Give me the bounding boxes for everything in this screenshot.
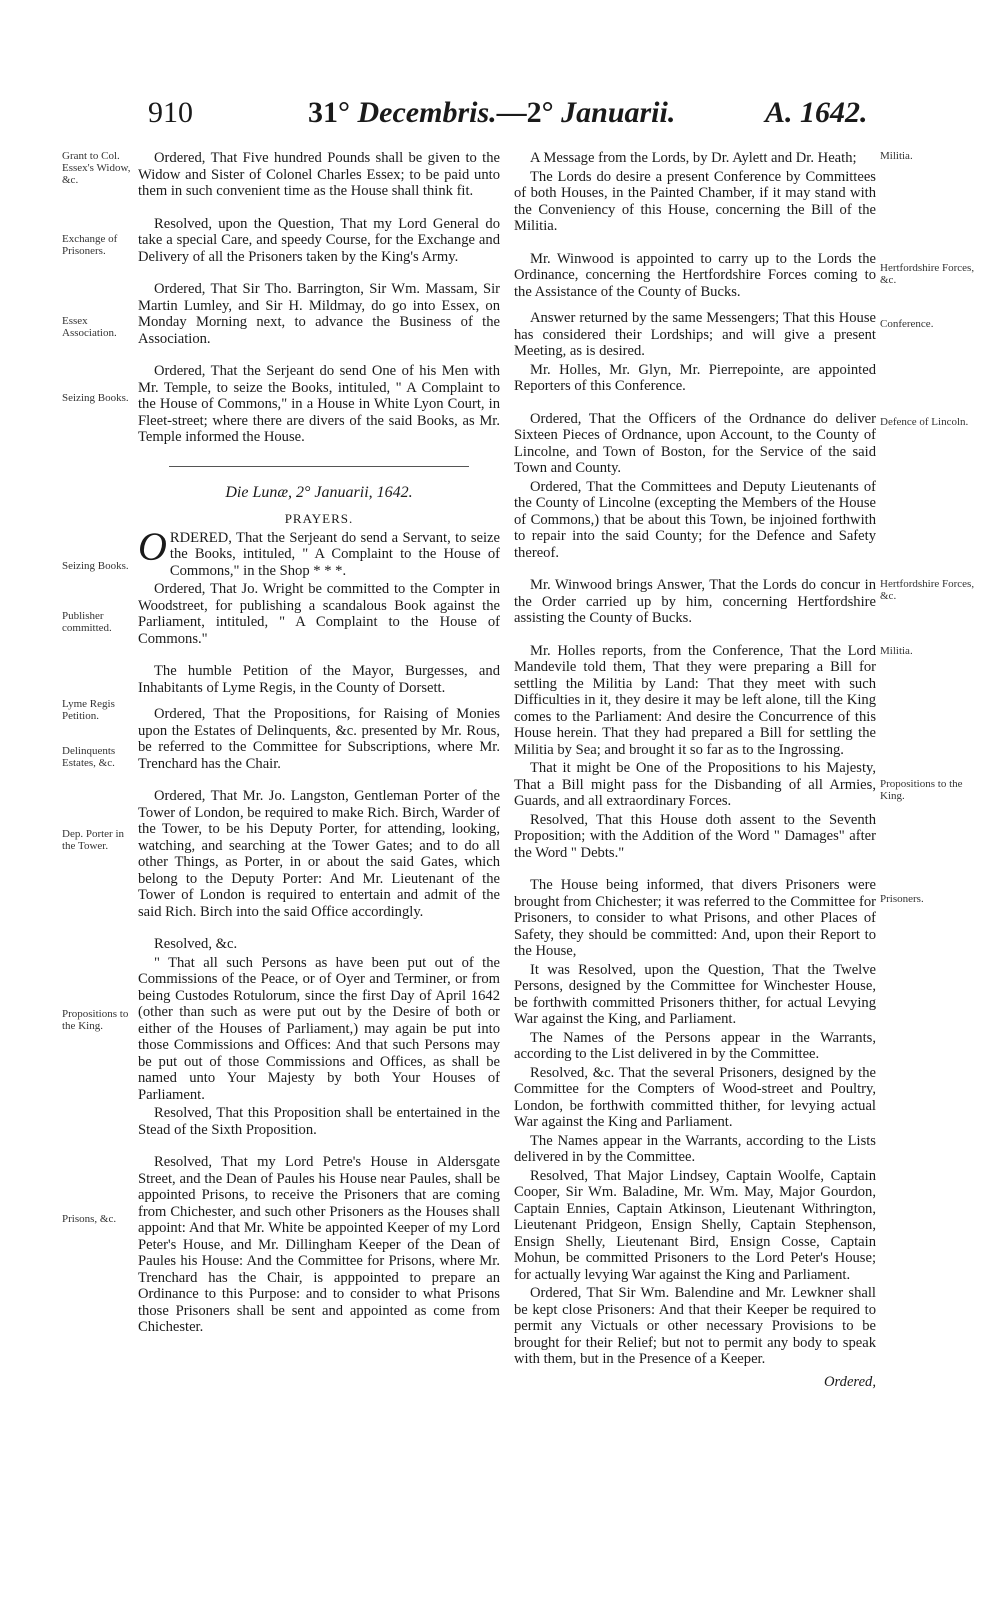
running-title-month-a: Decembris. — [357, 96, 497, 129]
entry-paragraph: The humble Petition of the Mayor, Burgesses, and Inhabitants of Lyme Regis, in the County of Dorsett. — [138, 663, 500, 696]
left-column — [138, 150, 500, 1338]
entry-paragraph: Resolved, &c. — [154, 936, 238, 952]
entry-paragraph: Mr. Winwood is appointed to carry up to the Lords the Ordinance, concerning the Hertfordshire Forces coming to the Assistance of the County of Bucks. — [514, 250, 876, 300]
page-header — [0, 96, 992, 136]
margin-note: Propositions to the King. — [62, 1008, 129, 1032]
entry-paragraph: Resolved, That this House doth assent to the Seventh Proposition; with the Addition of the Word " Damages" after the Word " Debts." — [514, 811, 876, 861]
entry-paragraph: Ordered, That the Serjeant do send One of his Men with Mr. Temple, to seize the Books, intituled, " A Complaint to the House of Commons," in a House in White Lyon Court, in Fleet-street; where there are divers of the said Books, as Mr. Temple informed the House. — [138, 363, 500, 445]
margin-note: Dep. Porter in the Tower. — [62, 828, 125, 852]
drop-cap: O — [138, 523, 167, 569]
entry-paragraph: Resolved, That this Proposition shall be entertained in the Stead of the Sixth Proposition. — [138, 1105, 500, 1138]
margin-note: Delinquents Estates, &c. — [62, 745, 116, 769]
running-title-date-b: —2° — [496, 96, 562, 129]
entry-paragraph: Resolved, That my Lord Petre's House in Aldersgate Street, and the Dean of Paules his House near Paules, shall be appointed Prisons, to receive the Prisoners that are coming from Chichester, and such other Prisoners as the Houses shall appoint: And that Mr. White be appointed Keeper of my Lord Peter's House, and Mr. Dillingham Keeper of the Dean of Paules his House: And the Committee for Prisons, where Mr. Trenchard has the Chair, is apppointed to prepare an Ordinance to this Purpose: and to consider to what Prisons those Prisoners shall be sent and appointed as come from Chichester. — [138, 1154, 500, 1335]
margin-note: Propositions to the King. — [880, 778, 963, 802]
entry-paragraph: Resolved, upon the Question, That my Lord General do take a special Care, and speedy Course, for the Exchange and Delivery of all the Prisoners taken by the King's Army. — [138, 215, 500, 265]
margin-note: Conference. — [880, 318, 934, 330]
running-title-month-b: Januarii. — [561, 96, 676, 129]
margin-note: Essex Association. — [62, 315, 117, 339]
entry-paragraph: Mr. Holles reports, from the Conference, That the Lord Mandevile told them, That they were preparing a Bill for settling the Militia by Land: That they meet with such Difficulties in it, they desire it may be left alone, till the King comes to the Parliament: And desire the Concurrence of this House herein. That they had prepared a Bill for settling the Militia by Sea; and brought it so far as to the Ingrossing. — [514, 642, 876, 758]
running-title-date-a: 31° — [308, 96, 358, 129]
entry-paragraph: Resolved, &c. That the several Prisoners, designed by the Committee for the Compters of Wood-street and Poultry, London, be forthwith committed thither, for levying actual War against the King and Parliament. — [514, 1064, 876, 1130]
section-divider — [169, 466, 469, 467]
margin-note: Militia. — [880, 150, 913, 162]
entry-paragraph: A Message from the Lords, by Dr. Aylett and Dr. Heath; — [530, 150, 857, 166]
entry-paragraph: " That all such Persons as have been put out of the Commissions of the Peace, or of Oyer and Terminer, or from being Custodes Rotulorum, since the first Day of April 1642 (other than such as were put out by the Desire of both or either of the Houses of Parliament,) may again be put into those Commissions and Offices: And that such Persons may be put out of those Commissions and Offices, as shall be named unto Your Majesty by both Your Houses of Parliament. — [138, 954, 500, 1103]
prayers-heading: PRAYERS. — [284, 511, 354, 526]
margin-note: Lyme Regis Petition. — [62, 698, 115, 722]
year-label: A. 1642. — [765, 96, 868, 129]
right-column — [514, 150, 876, 1405]
entry-paragraph: Ordered, That Five hundred Pounds shall be given to the Widow and Sister of Colonel Charles Essex; to be paid unto them in such convenient time as the House shall think fit. — [138, 150, 500, 199]
margin-note: Grant to Col. Essex's Widow, &c. — [62, 150, 131, 186]
entry-paragraph: Resolved, That Major Lindsey, Captain Woolfe, Captain Cooper, Sir Wm. Baladine, Mr. Wm. May, Major Gourdon, Captain Ennies, Captain Atkinson, Lieutenant Withrington, Lieutenant Pridgeon, Ensign Shelly, Captain Stephenson, Ensign Shelly, Lieutenant Bird, Ensign Cosse, Captain Mohun, be committed Prisoners to the Lord Peter's House; for actually levying War against the King and Parliament. — [514, 1167, 876, 1283]
entry-paragraph: The Lords do desire a present Conference by Committees of both Houses, in the Painted Chamber, if it may stand with the Conveniency of this House, concerning the Bill of the Militia. — [514, 168, 876, 234]
entry-text: RDERED, That the Serjeant do send a Servant, to seize the Books, intituled, " A Complaint to the House of Commons," in the Shop * * *. — [169, 529, 500, 579]
entry-paragraph: The Names of the Persons appear in the Warrants, according to the List delivered in by the Committee. — [514, 1029, 876, 1062]
running-title — [308, 96, 675, 130]
entry-paragraph: Ordered, That Mr. Jo. Langston, Gentleman Porter of the Tower of London, be required to make Rich. Birch, Warder of the Tower, to be his Deputy Porter, for attending, looking, watching, and searching at the Tower Gates; and to do all other Things, as Porter, in or about the said Gates, which belong to the Deputy Porter: And Mr. Lieutenant of the Tower of London is required to entertain and admit of the said Rich. Birch into the said Office accordingly. — [138, 788, 500, 920]
margin-note: Publisher committed. — [62, 610, 112, 634]
entry-paragraph: Ordered, That Sir Tho. Barrington, Sir Wm. Massam, Sir Martin Lumley, and Sir H. Mildmay, do go into Essex, on Monday Morning next, to advance the Business of the Association. — [138, 281, 500, 347]
margin-note: Hertfordshire Forces, &c. — [880, 578, 975, 602]
entry-paragraph: Ordered, That the Propositions, for Raising of Monies upon the Estates of Delinquents, &c. presented by Mr. Rous, be referred to the Committee for Subscriptions, where Mr. Trenchard has the Chair. — [138, 706, 500, 772]
entry-paragraph: The Names appear in the Warrants, according to the Lists delivered in by the Committee. — [514, 1132, 876, 1165]
margin-note: Prisons, &c. — [62, 1213, 117, 1225]
entry-paragraph: Answer returned by the same Messengers; That this House has considered their Lordships; and will give a present Meeting, as is desired. — [514, 310, 876, 359]
entry-paragraph: Ordered, That the Committees and Deputy Lieutenants of the County of Lincolne (excepting the Members of the House of Commons,) that be about this Town, be injoined forthwith to repair into the said County; for the Defence and Safety thereof. — [514, 478, 876, 561]
catchword: Ordered, — [823, 1373, 876, 1390]
entry-paragraph: Mr. Winwood brings Answer, That the Lords do concur in the Order carried up by him, concerning Hertfordshire assisting the County of Bucks. — [514, 577, 876, 626]
entry-paragraph: That it might be One of the Propositions to his Majesty, That a Bill might pass for the Disbanding of all Armies, Guards, and all extraordinary Forces. — [514, 760, 876, 809]
entry-paragraph: Ordered, That Jo. Wright be committed to the Compter in Woodstreet, for publishing a scandalous Book against the Parliament, intituled, " A Complaint to the House of Commons." — [138, 581, 500, 647]
entry-paragraph — [138, 523, 500, 580]
margin-note: Seizing Books. — [62, 392, 129, 404]
entry-paragraph: Ordered, That Sir Wm. Balendine and Mr. Lewkner shall be kept close Prisoners: And that their Keeper be required to permit any Victuals or other necessary Provisions to be brought for their Relief; but not to permit any body to speak with them, but in the Presence of a Keeper. — [514, 1285, 876, 1367]
entry-paragraph: It was Resolved, upon the Question, That the Twelve Persons, designed by the Committee for Winchester House, be forthwith committed Prisoners thither, for actual Levying War against the King, and Parliament. — [514, 961, 876, 1027]
margin-note: Hertfordshire Forces, &c. — [880, 262, 975, 286]
margin-note: Seizing Books. — [62, 560, 129, 572]
entry-paragraph: Mr. Holles, Mr. Glyn, Mr. Pierrepointe, are appointed Reporters of this Conference. — [514, 361, 876, 394]
day-heading: Die Lunæ, 2° Januarii, 1642. — [225, 483, 413, 501]
entry-paragraph: The House being informed, that divers Prisoners were brought from Chichester; it was referred to the Committee for Prisoners, to consider to what Prisons, and other Places of Safety, they should be committed: And, upon their Report to the House, — [514, 877, 876, 959]
entry-paragraph: Ordered, That the Officers of the Ordnance do deliver Sixteen Pieces of Ordnance, upon Account, to the County of Lincolne, and Town of Boston, for the Service of the said Town and County. — [514, 410, 876, 476]
margin-note: Militia. — [880, 645, 913, 657]
page-number: 910 — [148, 96, 193, 129]
margin-note: Prisoners. — [880, 893, 924, 905]
margin-note: Exchange of Prisoners. — [62, 233, 118, 257]
margin-note: Defence of Lincoln. — [880, 416, 969, 428]
